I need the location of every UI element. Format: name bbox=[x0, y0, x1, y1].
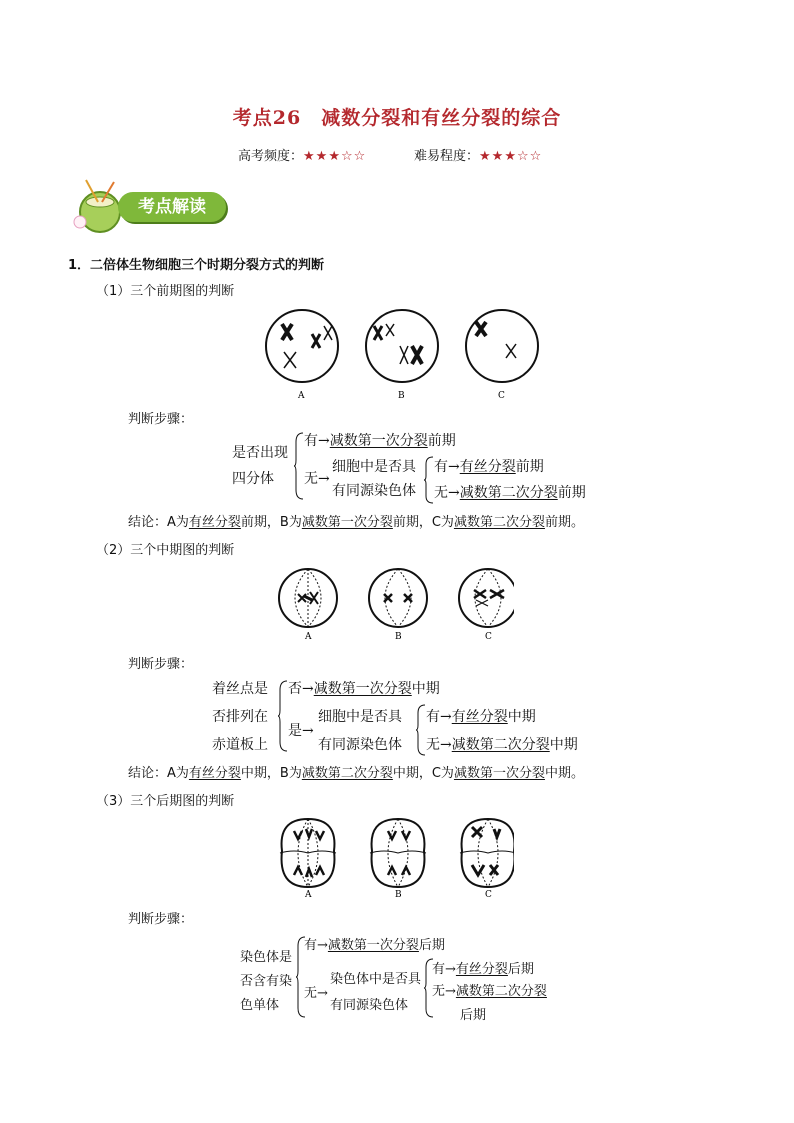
no-arrow: 无→ bbox=[432, 984, 456, 999]
anaphase-cell-b bbox=[370, 819, 426, 887]
metaphase-cell-diagrams bbox=[274, 566, 514, 642]
question-2-line-2: 有同源染色体 bbox=[318, 737, 402, 753]
stage-tail: 后期 bbox=[460, 1008, 487, 1023]
metaphase-cell-a bbox=[279, 569, 337, 627]
metaphase-cell-b bbox=[369, 569, 427, 627]
stage-tail: 前期 bbox=[515, 459, 544, 475]
section-1-heading: 1．二倍体生物细胞三个时期分裂方式的判断 bbox=[68, 258, 325, 273]
stage-tail: 中期 bbox=[549, 737, 578, 753]
question-1-line-2: 否含有染 bbox=[240, 974, 293, 989]
conclusion-text: 结论：A为 bbox=[128, 515, 189, 530]
question-1-line-2: 否排列在 bbox=[212, 709, 268, 725]
result-meiosis-i: 减数第一次分裂 bbox=[313, 681, 412, 697]
result-mitosis: 有丝分裂 bbox=[451, 709, 508, 725]
anaphase-flowchart bbox=[238, 932, 598, 1022]
yes-arrow: 有→ bbox=[426, 709, 452, 725]
prophase-cell-b bbox=[366, 310, 438, 382]
conclusion-text: 中期，B为 bbox=[240, 766, 302, 781]
difficulty-rating bbox=[414, 145, 542, 164]
anaphase-cell-c bbox=[460, 819, 514, 887]
frequency-rating bbox=[238, 145, 366, 164]
yes-arrow: 有→ bbox=[432, 962, 456, 977]
yes-arrow: 有→ bbox=[434, 459, 460, 475]
label-c: C bbox=[485, 890, 492, 900]
stage-tail: 前期 bbox=[427, 433, 456, 449]
label-c: C bbox=[498, 391, 505, 401]
question-2-line-2: 有同源染色体 bbox=[330, 998, 409, 1013]
result-meiosis-ii: 减数第二次分裂 bbox=[455, 984, 547, 999]
conclusion-text: 前期。 bbox=[544, 515, 584, 530]
label-b: B bbox=[395, 890, 402, 900]
yes-arrow: 有→ bbox=[304, 433, 330, 449]
answer-c: 减数第二次分裂 bbox=[453, 515, 545, 530]
no-arrow: 无→ bbox=[304, 986, 328, 1001]
result-meiosis-ii: 减数第二次分裂 bbox=[451, 737, 550, 753]
result-mitosis: 有丝分裂 bbox=[459, 459, 516, 475]
difficulty-label: 难易程度： bbox=[414, 149, 480, 164]
question-1-line-2: 四分体 bbox=[232, 471, 274, 487]
question-1-line-1: 着丝点是 bbox=[212, 681, 268, 697]
anaphase-cell-diagrams bbox=[274, 815, 514, 901]
anaphase-heading: （3）三个后期图的判断 bbox=[96, 794, 235, 809]
badge-label: 考点解读 bbox=[118, 192, 226, 222]
question-1-line-1: 是否出现 bbox=[232, 445, 288, 461]
difficulty-stars: ★★★☆☆ bbox=[479, 149, 543, 164]
answer-a: 有丝分裂 bbox=[188, 766, 241, 781]
prophase-flowchart bbox=[230, 428, 610, 506]
answer-a: 有丝分裂 bbox=[188, 515, 241, 530]
no-arrow: 无→ bbox=[304, 471, 330, 487]
prophase-heading: （1）三个前期图的判断 bbox=[96, 284, 235, 299]
no-arrow: 无→ bbox=[426, 737, 452, 753]
result-mitosis: 有丝分裂 bbox=[455, 962, 508, 977]
result-meiosis-i: 减数第一次分裂 bbox=[329, 433, 428, 449]
answer-b: 减数第二次分裂 bbox=[301, 766, 393, 781]
brace-1 bbox=[294, 432, 304, 500]
no-arrow: 否→ bbox=[288, 681, 314, 697]
brace-1 bbox=[278, 680, 288, 752]
question-1-line-1: 染色体是 bbox=[240, 950, 293, 965]
label-a: A bbox=[298, 391, 305, 401]
yes-arrow: 是→ bbox=[288, 723, 314, 739]
prophase-steps-label: 判断步骤： bbox=[128, 412, 194, 427]
stage-tail: 后期 bbox=[418, 938, 445, 953]
question-2-line-1: 细胞中是否具 bbox=[332, 459, 416, 475]
metaphase-cell-c bbox=[459, 569, 514, 627]
label-a: A bbox=[305, 890, 312, 900]
frequency-stars: ★★★☆☆ bbox=[303, 149, 367, 164]
stage-tail: 中期 bbox=[507, 709, 536, 725]
brace-2 bbox=[416, 704, 426, 756]
stage-tail: 中期 bbox=[411, 681, 440, 697]
prophase-cell-a bbox=[266, 310, 338, 382]
label-b: B bbox=[398, 391, 405, 401]
metaphase-steps-label: 判断步骤： bbox=[128, 657, 194, 672]
answer-b: 减数第一次分裂 bbox=[301, 515, 393, 530]
conclusion-text: 前期，B为 bbox=[240, 515, 302, 530]
conclusion-text: 中期。 bbox=[544, 766, 584, 781]
prophase-cell-c bbox=[466, 310, 538, 382]
stage-tail: 前期 bbox=[557, 485, 586, 501]
label-c: C bbox=[485, 632, 492, 642]
anaphase-cell-a bbox=[280, 819, 336, 887]
question-2-line-1: 染色体中是否具 bbox=[330, 972, 422, 987]
page-title: 考点26 减数分裂和有丝分裂的综合 bbox=[232, 107, 562, 129]
question-2-line-1: 细胞中是否具 bbox=[318, 709, 402, 725]
anaphase-steps-label: 判断步骤： bbox=[128, 912, 194, 927]
result-meiosis-ii: 减数第二次分裂 bbox=[459, 485, 558, 501]
conclusion-text: 中期，C为 bbox=[392, 766, 454, 781]
question-1-line-3: 赤道板上 bbox=[212, 737, 268, 753]
result-meiosis-i: 减数第一次分裂 bbox=[327, 938, 419, 953]
prophase-conclusion bbox=[128, 511, 584, 530]
prophase-cell-diagrams bbox=[262, 306, 562, 402]
metaphase-heading: （2）三个中期图的判断 bbox=[96, 543, 235, 558]
brace-2 bbox=[424, 456, 434, 504]
label-a: A bbox=[305, 632, 312, 642]
answer-c: 减数第一次分裂 bbox=[453, 766, 545, 781]
metaphase-conclusion bbox=[128, 762, 584, 781]
yes-arrow: 有→ bbox=[304, 938, 328, 953]
frequency-label: 高考频度： bbox=[238, 149, 304, 164]
stage-tail: 后期 bbox=[507, 962, 534, 977]
label-b: B bbox=[395, 632, 402, 642]
section-badge bbox=[68, 178, 228, 234]
no-arrow: 无→ bbox=[434, 485, 460, 501]
metaphase-flowchart bbox=[210, 676, 630, 756]
question-2-line-2: 有同源染色体 bbox=[332, 483, 416, 499]
conclusion-text: 结论：A为 bbox=[128, 766, 189, 781]
conclusion-text: 前期，C为 bbox=[392, 515, 454, 530]
question-1-line-3: 色单体 bbox=[240, 998, 280, 1013]
